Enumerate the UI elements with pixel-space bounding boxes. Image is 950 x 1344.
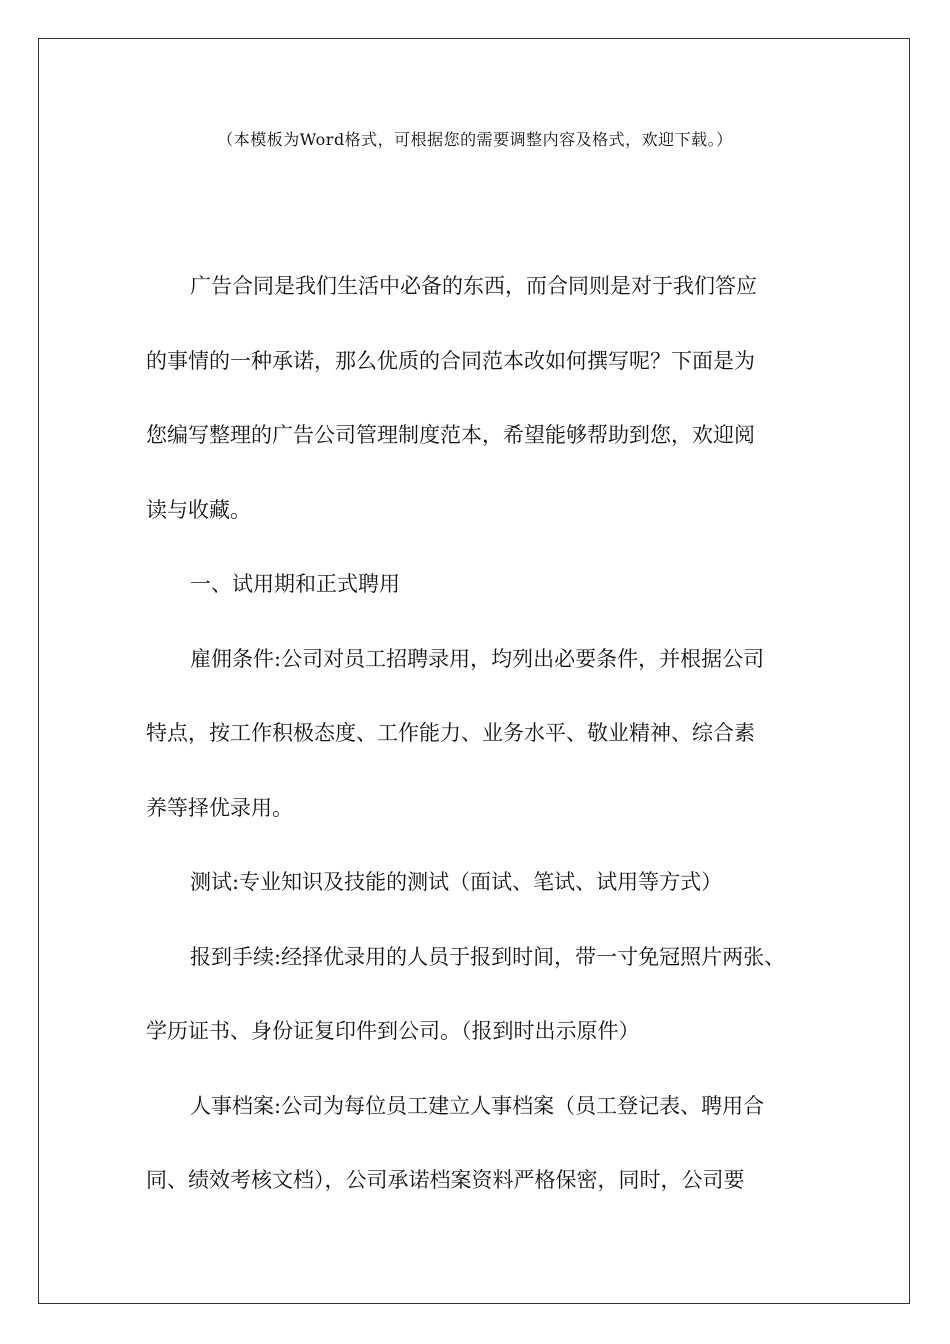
document-body [146,262,826,1231]
text-line: 特点，按工作积极态度、工作能力、业务水平、敬业精神、综合素 [146,721,755,745]
text-line: 一、试用期和正式聘用 [190,572,400,596]
text-line: 报到手续:经择优录用的人员于报到时间，带一寸免冠照片两张、 [190,944,786,969]
text-line: 同、绩效考核文档），公司承诺档案资料严格保密，同时，公司要 [146,1168,745,1192]
text-line: 读与收藏。 [146,497,251,522]
text-line: 的事情的一种承诺，那么优质的合同范本改如何撰写呢？下面是为 [146,348,755,373]
text-line: 测试:专业知识及技能的测试（面试、笔试、试用等方式） [190,870,723,894]
template-note: （本模板为Word格式，可根据您的需要调整内容及格式，欢迎下载。） [217,130,733,149]
text-line: 学历证书、身份证复印件到公司。（报到时出示原件） [146,1019,640,1043]
text-line: 您编写整理的广告公司管理制度范本，希望能够帮助到您，欢迎阅 [146,423,755,447]
text-line: 广告合同是我们生活中必备的东西，而合同则是对于我们答应 [190,274,757,298]
text-line: 养等择优录用。 [146,795,293,820]
text-line: 雇佣条件:公司对员工招聘录用，均列出必要条件，并根据公司 [190,646,765,671]
text-line: 人事档案:公司为每位员工建立人事档案（员工登记表、聘用合 [190,1093,765,1118]
